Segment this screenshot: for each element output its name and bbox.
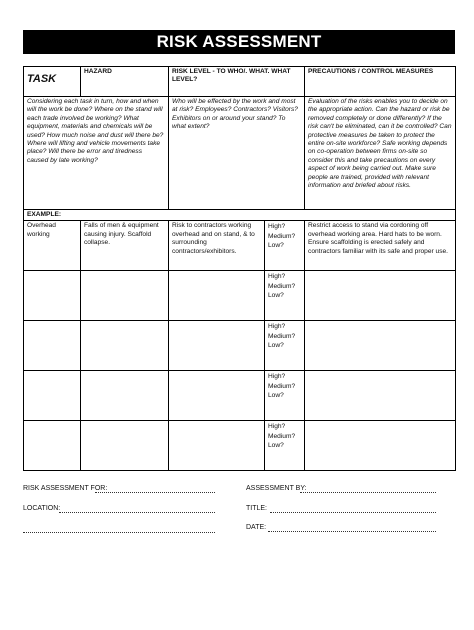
level-cell[interactable]: [265, 321, 305, 371]
level-low: Low?: [268, 242, 284, 250]
level-high: High?: [268, 323, 286, 331]
guidance-row: [24, 97, 456, 210]
example-row: [24, 221, 456, 271]
task-cell[interactable]: [24, 271, 81, 321]
level-high: High?: [268, 223, 286, 231]
example-risk: Risk to contractors working overhead and on stand, & to surrounding contractors/exhibitors.: [169, 221, 265, 271]
task-cell[interactable]: [24, 421, 81, 471]
risk-level-header: RISK LEVEL - TO WHO/. WHAT. WHAT LEVEL?: [169, 67, 305, 97]
table-header-row: [24, 67, 456, 97]
precautions-cell[interactable]: [305, 371, 456, 421]
level-high: High?: [268, 423, 286, 431]
risk-assessment-table: [23, 66, 456, 471]
task-guidance: Considering each task in turn, how and when will the work be done? Where on the stand will each trade involved be working? What equipment, materials and chemicals will be used? How much noise and dust will there be? Where will lifting and vehicle movements take place? Will there be error and tiredness caused by late working?: [24, 97, 169, 210]
task-header: TASK: [24, 67, 81, 97]
level-high: High?: [268, 273, 286, 281]
hazard-header: HAZARD: [81, 67, 169, 97]
example-level: [265, 221, 305, 271]
assessment-row: [24, 421, 456, 471]
assessment-by-field[interactable]: [300, 492, 436, 493]
assessment-row: [24, 321, 456, 371]
date-label: DATE:: [246, 524, 267, 531]
level-low: Low?: [268, 292, 284, 300]
hazard-cell[interactable]: [81, 271, 169, 321]
level-medium: Medium?: [268, 382, 296, 390]
task-cell[interactable]: [24, 371, 81, 421]
level-high: High?: [268, 373, 286, 381]
example-task: Overhead working: [24, 221, 81, 271]
risk-cell[interactable]: [169, 321, 265, 371]
hazard-cell[interactable]: [81, 421, 169, 471]
precautions-header: PRECAUTIONS / CONTROL MEASURES: [305, 67, 456, 97]
hazard-cell[interactable]: [81, 371, 169, 421]
location-field[interactable]: [59, 512, 215, 513]
precautions-guidance: Evaluation of the risks enables you to decide on the appropriate action. Can the hazard or risk be removed completely or done differently? If the risk can't be eliminated, can it be controlled? Can protective measures be taken to protect the entire on-site workforce? Safe working depends on co-operation between firms on-site so consider this and take precautions on every aspect of work being carried out. Make sure people are trained, provided with relevant information and briefed about risks.: [305, 97, 456, 210]
risk-guidance: Who will be effected by the work and most at risk? Employees? Contractors? Visitors? Exhibitors on or around your stand? To what extent?: [169, 97, 305, 210]
precautions-cell[interactable]: [305, 271, 456, 321]
level-medium: Medium?: [268, 332, 296, 340]
location-field-line-2[interactable]: [23, 532, 215, 533]
assessment-row: [24, 371, 456, 421]
risk-cell[interactable]: [169, 421, 265, 471]
title-label: TITLE:: [246, 505, 268, 512]
level-medium: Medium?: [268, 232, 296, 240]
level-cell[interactable]: [265, 271, 305, 321]
level-low: Low?: [268, 442, 284, 450]
level-medium: Medium?: [268, 432, 296, 440]
precautions-cell[interactable]: [305, 421, 456, 471]
precautions-cell[interactable]: [305, 321, 456, 371]
page-title: RISK ASSESSMENT: [23, 30, 455, 54]
risk-cell[interactable]: [169, 371, 265, 421]
risk-cell[interactable]: [169, 271, 265, 321]
location-label: LOCATION:: [23, 505, 61, 512]
example-label: EXAMPLE:: [24, 210, 456, 221]
example-hazard: Falls of men & equipment causing injury. Scaffold collapse.: [81, 221, 169, 271]
level-cell[interactable]: [265, 371, 305, 421]
date-field[interactable]: [268, 531, 436, 532]
task-cell[interactable]: [24, 321, 81, 371]
title-field[interactable]: [270, 512, 436, 513]
level-medium: Medium?: [268, 282, 296, 290]
assessment-row: [24, 271, 456, 321]
level-cell[interactable]: [265, 421, 305, 471]
hazard-cell[interactable]: [81, 321, 169, 371]
example-label-row: [24, 210, 456, 221]
risk-assessment-for-label: RISK ASSESSMENT FOR:: [23, 485, 108, 492]
example-precautions: Restrict access to stand via cordoning off overhead working area. Hard hats to be worn. Ensure scaffolding is erected safely and contractors familiar with its safe and proper use.: [305, 221, 456, 271]
risk-assessment-for-field[interactable]: [95, 492, 215, 493]
level-low: Low?: [268, 392, 284, 400]
assessment-by-label: ASSESSMENT BY:: [246, 485, 307, 492]
level-low: Low?: [268, 342, 284, 350]
